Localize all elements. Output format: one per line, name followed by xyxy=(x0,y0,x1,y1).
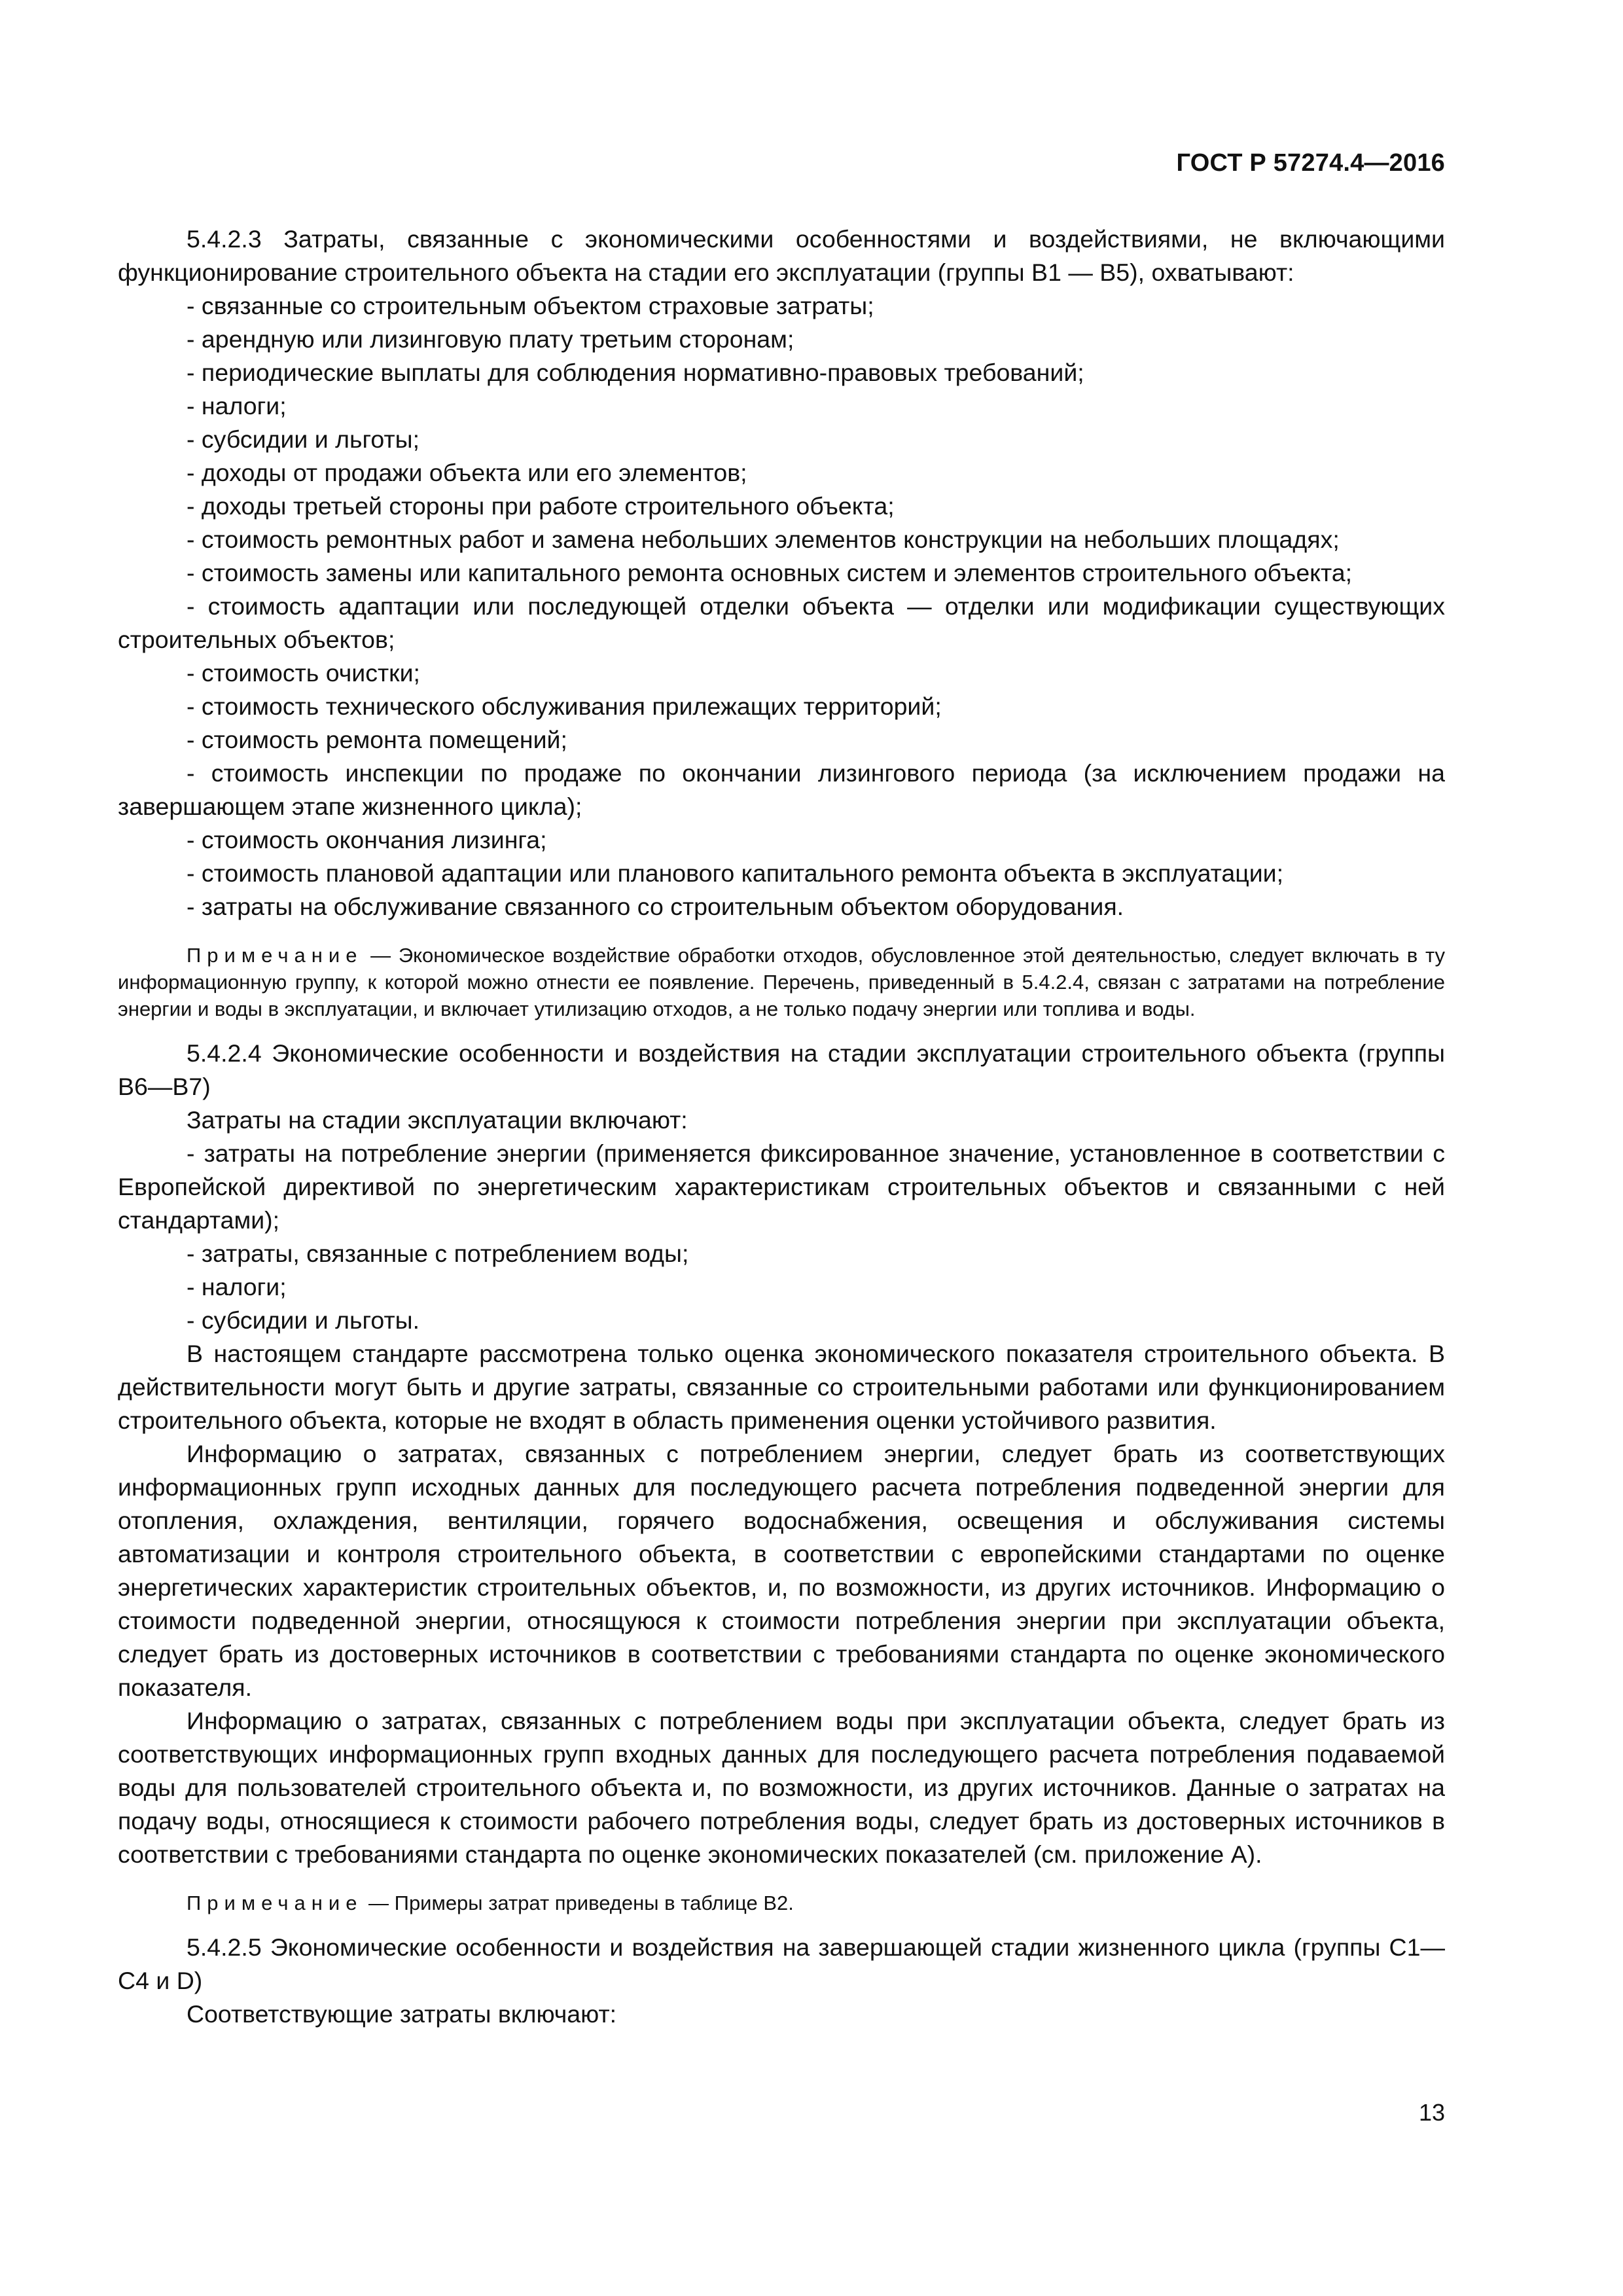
list-item: - налоги; xyxy=(187,392,287,420)
paragraph: Информацию о затратах, связанных с потреблением энергии, следует брать из соответствующих информационных групп исходных данных для последующего расчета потребления подведенной энергии для отопления, охлаждения, вентиляции, горячего водоснабжения, освещения и обслуживания системы автоматизации и контроля строительного объекта, в соответствии с европейскими стандартами по оценке энергетических характеристик строительных объектов, и, по возможности, из других источников. Информацию о стоимости подведенной энергии, относящуюся к стоимости потребления энергии при эксплуатации объекта, следует брать из достоверных источников в соответствии с требованиями стандарта по оценке экономического показателя. xyxy=(118,1440,1445,1701)
paragraph: В настоящем стандарте рассмотрена только оценка экономического показателя строительного объекта. В действительности могут быть и другие затраты, связанные со строительными работами или функционированием строительного объекта, которые не входят в область применения оценки устойчивого развития. xyxy=(118,1340,1445,1434)
list-item: - стоимость ремонта помещений; xyxy=(187,726,567,753)
page-number: 13 xyxy=(1418,2099,1445,2126)
section-5423-intro: 5.4.2.3 Затраты, связанные с экономическими особенностями и воздействиями, не включающими функционирование строительного объекта на стадии его эксплуатации (группы В1 — В5), охватывают: xyxy=(118,225,1445,286)
list-item: - затраты, связанные с потреблением воды; xyxy=(187,1240,689,1267)
page-body xyxy=(118,223,1445,2031)
section-5425-lead: Соответствующие затраты включают: xyxy=(187,2000,617,2028)
list-item: - стоимость плановой адаптации или планового капитального ремонта объекта в эксплуатации; xyxy=(187,859,1284,887)
list-item: - стоимость ремонтных работ и замена небольших элементов конструкции на небольших площадях; xyxy=(187,526,1340,553)
note-text: — Примеры затрат приведены в таблице В2. xyxy=(363,1892,794,1914)
list-item: - затраты на потребление энергии (применяется фиксированное значение, установленное в соответствии с Европейской директивой по энергетическим характеристикам строительных объектов и связанными с ней стандартами); xyxy=(118,1139,1445,1234)
list-item: - доходы третьей стороны при работе строительного объекта; xyxy=(187,492,895,520)
list-item: - субсидии и льготы; xyxy=(187,425,419,453)
list-item: - затраты на обслуживание связанного со строительным объектом оборудования. xyxy=(187,893,1124,920)
section-5424-lead: Затраты на стадии эксплуатации включают: xyxy=(187,1106,688,1134)
note-text: — Экономическое воздействие обработки отходов, обусловленное этой деятельностью, следует включать в ту информационную группу, к которой можно отнести ее появление. Перечень, приведенный в 5.4.2.4, связан с затратами на потребление энергии и воды в эксплуатации, и включает утилизацию отходов, а не только подачу энергии или топлива и воды. xyxy=(118,944,1445,1020)
note-label: Примечание xyxy=(187,1892,363,1914)
list-item: - стоимость технического обслуживания прилежащих территорий; xyxy=(187,692,942,720)
document-code-header: ГОСТ Р 57274.4—2016 xyxy=(1176,149,1445,177)
list-item: - субсидии и льготы. xyxy=(187,1306,419,1334)
paragraph: Информацию о затратах, связанных с потреблением воды при эксплуатации объекта, следует брать из соответствующих информационных групп входных данных для последующего расчета потребления подаваемой воды для пользователей строительного объекта и, по возможности, из других источников. Данные о затратах на подачу воды, относящиеся к стоимости рабочего потребления воды, следует брать из достоверных источников в соответствии с требованиями стандарта по оценке экономических показателей (см. приложение А). xyxy=(118,1707,1445,1868)
section-5425-heading: 5.4.2.5 Экономические особенности и воздействия на завершающей стадии жизненного цикла (группы С1—С4 и D) xyxy=(118,1933,1445,1994)
list-item: - стоимость адаптации или последующей отделки объекта — отделки или модификации существующих строительных объектов; xyxy=(118,592,1445,653)
note-label: Примечание xyxy=(187,944,363,967)
note-5423 xyxy=(118,942,1445,1022)
section-5424-heading: 5.4.2.4 Экономические особенности и воздействия на стадии эксплуатации строительного объекта (группы В6—В7) xyxy=(118,1039,1445,1100)
note-5424 xyxy=(118,1890,1445,1916)
list-item: - стоимость инспекции по продаже по окончании лизингового периода (за исключением продажи на завершающем этапе жизненного цикла); xyxy=(118,759,1445,820)
list-item: - связанные со строительным объектом страховые затраты; xyxy=(187,292,874,319)
list-item: - арендную или лизинговую плату третьим сторонам; xyxy=(187,325,794,353)
list-item: - стоимость окончания лизинга; xyxy=(187,826,547,853)
list-item: - доходы от продажи объекта или его элементов; xyxy=(187,459,747,486)
list-item: - периодические выплаты для соблюдения нормативно-правовых требований; xyxy=(187,359,1084,386)
list-item: - налоги; xyxy=(187,1273,287,1300)
list-item: - стоимость очистки; xyxy=(187,659,420,687)
list-item: - стоимость замены или капитального ремонта основных систем и элементов строительного объекта; xyxy=(187,559,1353,586)
